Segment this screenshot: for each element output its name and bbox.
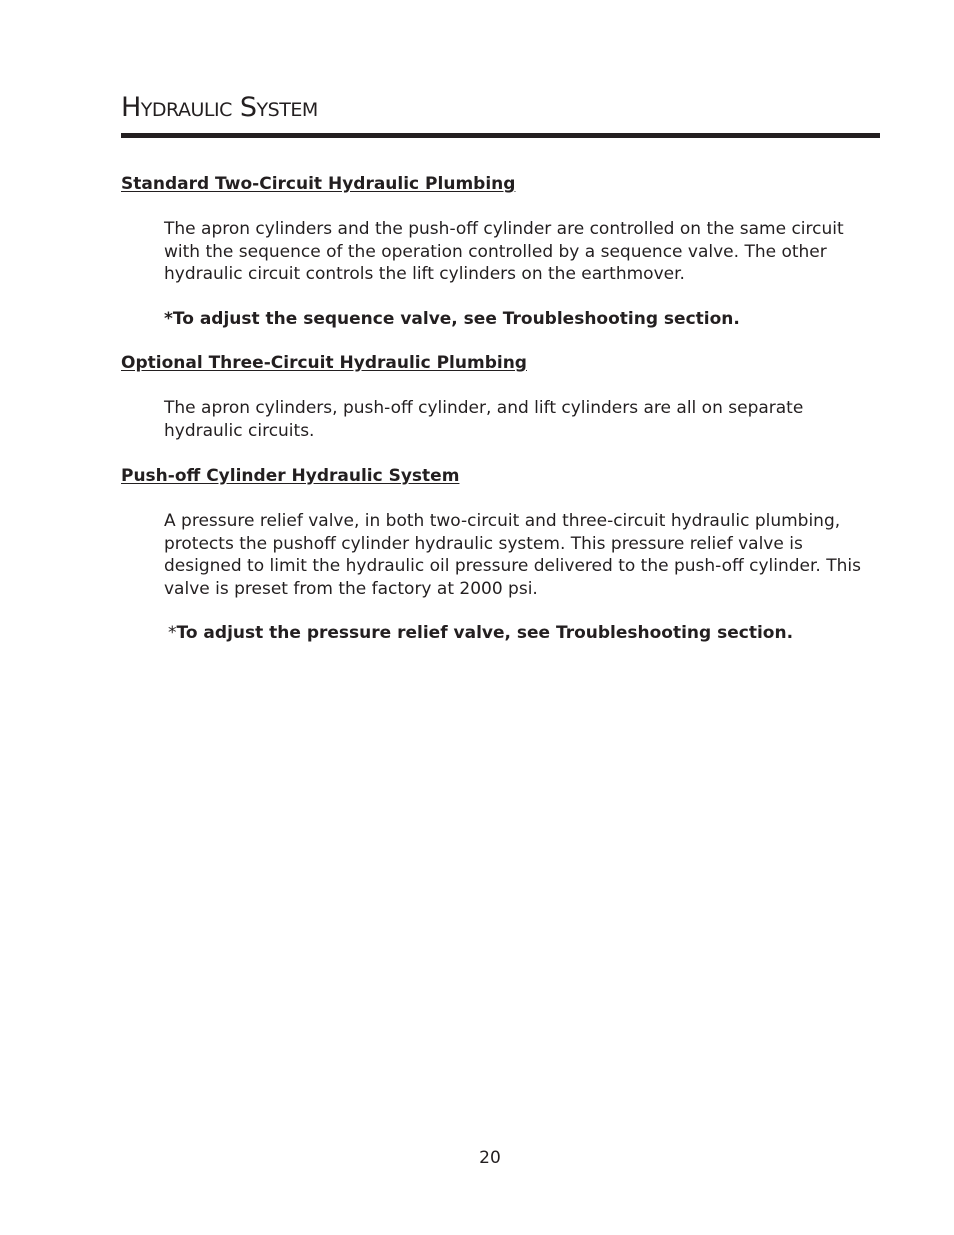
page-number: 20 (479, 1148, 501, 1168)
section-body-push-off: A pressure relief valve, in both two-circuit and three-circuit hydraulic plumbing, protects the pushoff cylinder hydraulic system. This pressure relief valve is designed to limit the hydraulic oil pressure delivered to the push-off cylinder. This valve is preset from the factory at 2000 psi. (164, 511, 861, 599)
page-title: Hydraulic System (121, 92, 318, 123)
note-pressure-relief-valve-text: To adjust the pressure relief valve, see Troubleshooting section. (176, 623, 794, 643)
section-body-two-circuit: The apron cylinders and the push-off cylinder are controlled on the same circuit with the sequence of the operation controlled by a sequence valve. The other hydraulic circuit controls the lift cylinders on the earthmover. (164, 219, 844, 284)
section-heading-three-circuit: Optional Three-Circuit Hydraulic Plumbing (121, 353, 527, 373)
section-heading-push-off: Push-off Cylinder Hydraulic System (121, 466, 460, 486)
note-sequence-valve-text: *To adjust the sequence valve, see Troubleshooting section. (164, 309, 740, 329)
note-sequence-valve (164, 308, 740, 330)
note-prefix: * (168, 623, 177, 643)
note-pressure-relief-valve (168, 622, 793, 644)
section-body-three-circuit: The apron cylinders, push-off cylinder, and lift cylinders are all on separate hydraulic circuits. (164, 398, 804, 441)
section-heading-two-circuit: Standard Two-Circuit Hydraulic Plumbing (121, 174, 516, 194)
title-rule (121, 133, 880, 138)
